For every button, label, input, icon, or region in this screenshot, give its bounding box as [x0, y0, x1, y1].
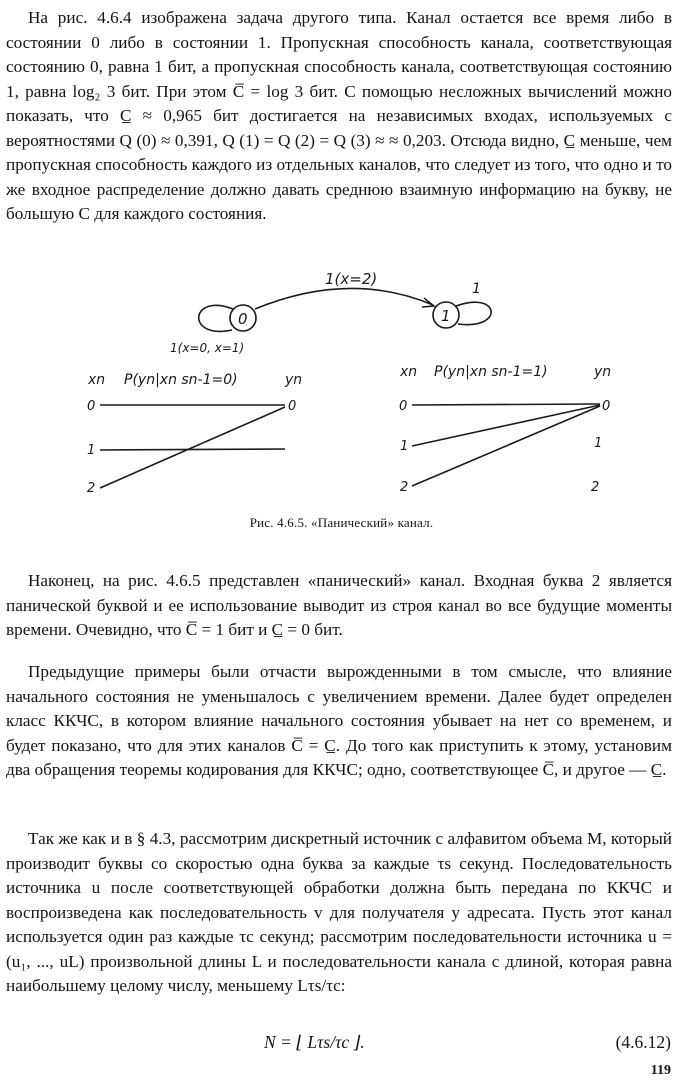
right-header-x: xn	[400, 364, 418, 380]
right-edge-2-0	[412, 406, 603, 486]
equation-number: (4.6.12)	[615, 1032, 671, 1052]
state-0-label: 0	[238, 310, 248, 328]
right-output-2: 2	[591, 480, 600, 495]
left-header-p: P(yn|xn sn-1=0)	[124, 372, 238, 388]
left-input-2: 2	[87, 481, 96, 496]
left-output-0: 0	[288, 399, 297, 414]
right-edge-1-0	[412, 405, 600, 446]
figure-panic-channel	[0, 0, 683, 510]
paragraph-source-model: Так же как и в § 4.3, рассмотрим дискретный источник с алфавитом объема M, который производит буквы со скоростью одна буква за каждые τs секунд. Последовательность источника u после соответствующей обработки должна быть передана по ККЧС и воспроизведена как последовательность v для получателя у адресата. Пусть этот канал используется один раз каждые τc секунд; рассмотрим последовательности источника u = (u₁, ..., uL) произвольной длины L и последовательности канала с длиной, которая равна наибольшему целому числу, меньшему Lτs/τc:	[6, 829, 672, 995]
left-input-1: 1	[87, 443, 96, 458]
right-input-1: 1	[400, 439, 409, 454]
transition-0-1-label: 1(x=2)	[325, 270, 378, 288]
equation-4-6-12	[0, 1032, 683, 1058]
page-number: 119	[650, 1063, 671, 1078]
right-output-0: 0	[602, 399, 611, 414]
right-output-1: 1	[594, 436, 603, 451]
paragraph-degenerate-examples: Предыдущие примеры были отчасти вырожденными в том смысле, что влияние начального состояния не уменьшалось с увеличением времени. Далее будет определен класс ККЧС, в котором влияние начального состояния убывает на нет со временем, и будет показано, что для этих каналов C̅ = C̲. До того как приступить к этому, установим два обращения теоремы кодирования для ККЧС; одно, соответствующее C̅, и другое — C̲.	[6, 662, 672, 779]
paragraph-panic-channel: Наконец, на рис. 4.6.5 представлен «панический» канал. Входная буква 2 является панической буквой и ее использование выводит из строя канал во все будущие моменты времени. Очевидно, что C̅ = 1 бит и C̲ = 0 бит.	[6, 571, 672, 639]
state-1-self-loop	[456, 302, 491, 324]
self-loop-1-label: 1	[472, 281, 481, 297]
state-1-label: 1	[441, 307, 451, 325]
right-header-p: P(yn|xn sn-1=1)	[434, 364, 548, 380]
right-header-y: yn	[594, 364, 612, 380]
state-0-self-loop	[199, 305, 233, 331]
equation-text: N = ⌊ Lτs/τc ⌋.	[264, 1032, 365, 1052]
figure-caption: Рис. 4.6.5. «Панический» канал.	[249, 515, 434, 530]
left-edge-2-0	[100, 407, 285, 488]
self-loop-0-label: 1(x=0, x=1)	[170, 341, 245, 355]
right-edge-0-0	[412, 404, 600, 405]
left-edge-1-0	[100, 449, 285, 450]
left-input-0: 0	[87, 399, 96, 414]
left-header-x: xn	[88, 372, 106, 388]
right-input-0: 0	[399, 399, 408, 414]
paragraph-intro: На рис. 4.6.4 изображена задача другого типа. Канал остается все время либо в состоянии 0 либо в состоянии 1. Пропускная способность канала, соответствующая состоянию 0, равна 1 бит, а пропускная способность канала, соответствующая состоянию 1, равна log₂ 3 бит. При этом C̅ = log 3 бит. С помощью несложных вычислений можно показать, что C̲ ≈ 0,965 бит достигается на независимых входах, используемых с вероятностями Q (0) ≈ 0,391, Q (1) = Q (2) = Q (3) ≈ ≈ 0,203. Отсюда видно, C̲ меньше, чем пропускная способность каждого из отдельных каналов, что следует из того, что одно и то же входное распределение должно давать среднюю взаимную информацию на букву, не большую C для каждого состояния.	[6, 8, 672, 223]
arrow-0-to-1	[255, 288, 433, 309]
left-header-y: yn	[285, 372, 303, 388]
right-input-2: 2	[400, 480, 409, 495]
